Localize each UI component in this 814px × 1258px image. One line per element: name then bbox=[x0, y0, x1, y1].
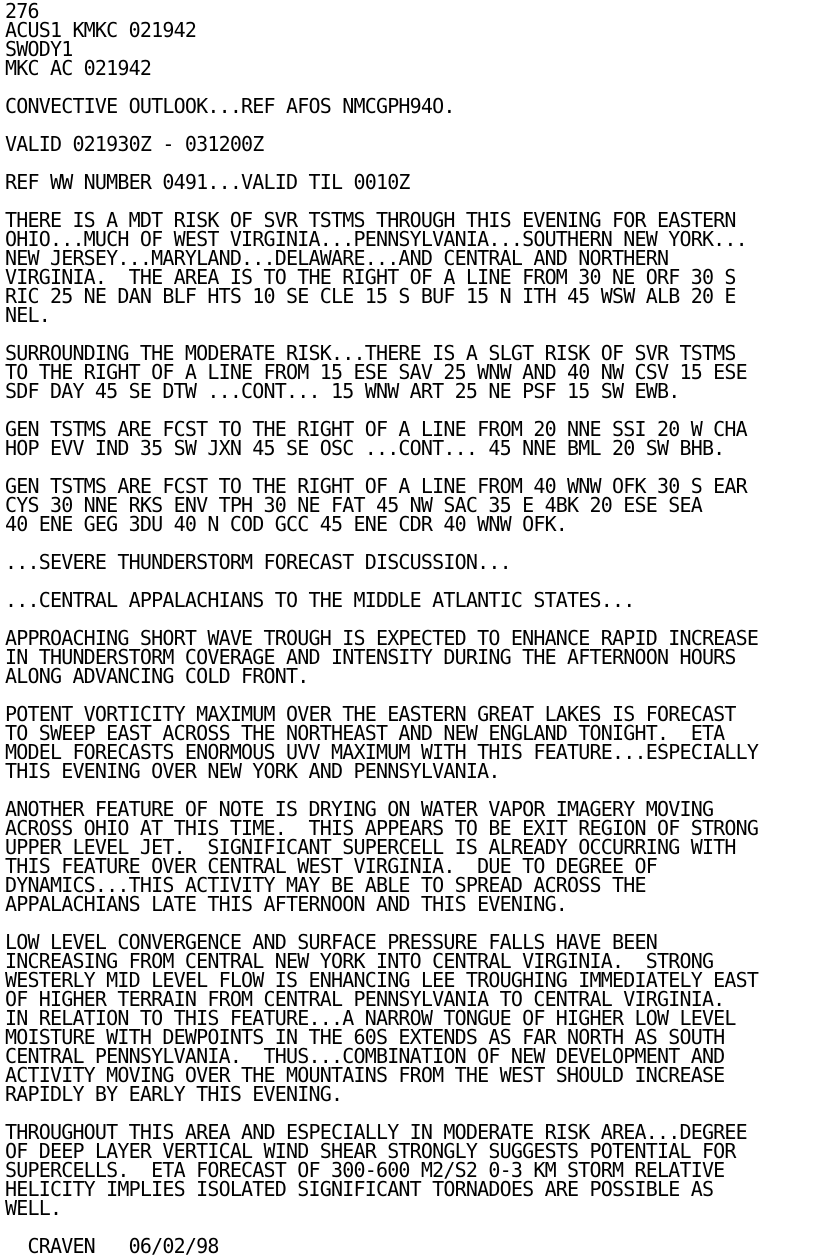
bulletin-line: HOP EVV IND 35 SW JXN 45 SE OSC ...CONT... 45 NNE BML 20 SW BHB. bbox=[5, 436, 725, 460]
bulletin-line: MOISTURE WITH DEWPOINTS IN THE 60S EXTENDS AS FAR NORTH AS SOUTH bbox=[5, 1025, 725, 1049]
bulletin-line: CYS 30 NNE RKS ENV TPH 30 NE FAT 45 NW SAC 35 E 4BK 20 ESE SEA bbox=[5, 493, 702, 517]
bulletin-line: VIRGINIA. THE AREA IS TO THE RIGHT OF A LINE FROM 30 NE ORF 30 S bbox=[5, 265, 736, 289]
bulletin-line: POTENT VORTICITY MAXIMUM OVER THE EASTERN GREAT LAKES IS FORECAST bbox=[5, 702, 736, 726]
bulletin-line: DYNAMICS...THIS ACTIVITY MAY BE ABLE TO SPREAD ACROSS THE bbox=[5, 873, 646, 897]
bulletin-line: ACTIVITY MOVING OVER THE MOUNTAINS FROM THE WEST SHOULD INCREASE bbox=[5, 1063, 725, 1087]
bulletin-line: TO THE RIGHT OF A LINE FROM 15 ESE SAV 25 WNW AND 40 NW CSV 15 ESE bbox=[5, 360, 747, 384]
bulletin-line: MKC AC 021942 bbox=[5, 56, 152, 80]
bulletin-line: 40 ENE GEG 3DU 40 N COD GCC 45 ENE CDR 40 WNW OFK. bbox=[5, 512, 568, 536]
bulletin-line: CONVECTIVE OUTLOOK...REF AFOS NMCGPH94O. bbox=[5, 94, 455, 118]
bulletin-line: ANOTHER FEATURE OF NOTE IS DRYING ON WATER VAPOR IMAGERY MOVING bbox=[5, 797, 714, 821]
bulletin-line: NEW JERSEY...MARYLAND...DELAWARE...AND CENTRAL AND NORTHERN bbox=[5, 246, 669, 270]
bulletin-line: THIS EVENING OVER NEW YORK AND PENNSYLVANIA. bbox=[5, 759, 500, 783]
bulletin-line: OHIO...MUCH OF WEST VIRGINIA...PENNSYLVANIA...SOUTHERN NEW YORK... bbox=[5, 227, 747, 251]
bulletin-line: GEN TSTMS ARE FCST TO THE RIGHT OF A LINE FROM 40 WNW OFK 30 S EAR bbox=[5, 474, 747, 498]
bulletin-line: APPROACHING SHORT WAVE TROUGH IS EXPECTED TO ENHANCE RAPID INCREASE bbox=[5, 626, 759, 650]
bulletin-line: RAPIDLY BY EARLY THIS EVENING. bbox=[5, 1082, 343, 1106]
bulletin-line: SURROUNDING THE MODERATE RISK...THERE IS A SLGT RISK OF SVR TSTMS bbox=[5, 341, 736, 365]
forecast-bulletin bbox=[5, 2, 758, 1256]
bulletin-line: RIC 25 NE DAN BLF HTS 10 SE CLE 15 S BUF 15 N ITH 45 WSW ALB 20 E bbox=[5, 284, 736, 308]
bulletin-line: UPPER LEVEL JET. SIGNIFICANT SUPERCELL IS ALREADY OCCURRING WITH bbox=[5, 835, 736, 859]
bulletin-line: SWODY1 bbox=[5, 37, 73, 61]
bulletin-line: INCREASING FROM CENTRAL NEW YORK INTO CENTRAL VIRGINIA. STRONG bbox=[5, 949, 714, 973]
bulletin-line: THIS FEATURE OVER CENTRAL WEST VIRGINIA. DUE TO DEGREE OF bbox=[5, 854, 657, 878]
bulletin-line: ACUS1 KMKC 021942 bbox=[5, 18, 197, 42]
bulletin-line: 276 bbox=[5, 0, 39, 23]
bulletin-line: IN RELATION TO THIS FEATURE...A NARROW TONGUE OF HIGHER LOW LEVEL bbox=[5, 1006, 736, 1030]
bulletin-line: ...SEVERE THUNDERSTORM FORECAST DISCUSSION... bbox=[5, 550, 511, 574]
bulletin-line: REF WW NUMBER 0491...VALID TIL 0010Z bbox=[5, 170, 410, 194]
bulletin-line: LOW LEVEL CONVERGENCE AND SURFACE PRESSURE FALLS HAVE BEEN bbox=[5, 930, 657, 954]
bulletin-line: THROUGHOUT THIS AREA AND ESPECIALLY IN MODERATE RISK AREA...DEGREE bbox=[5, 1120, 747, 1144]
bulletin-line: THERE IS A MDT RISK OF SVR TSTMS THROUGH THIS EVENING FOR EASTERN bbox=[5, 208, 736, 232]
bulletin-line: WESTERLY MID LEVEL FLOW IS ENHANCING LEE TROUGHING IMMEDIATELY EAST bbox=[5, 968, 759, 992]
bulletin-line: HELICITY IMPLIES ISOLATED SIGNIFICANT TORNADOES ARE POSSIBLE AS bbox=[5, 1177, 714, 1201]
bulletin-line: APPALACHIANS LATE THIS AFTERNOON AND THIS EVENING. bbox=[5, 892, 568, 916]
bulletin-line: OF HIGHER TERRAIN FROM CENTRAL PENNSYLVANIA TO CENTRAL VIRGINIA. bbox=[5, 987, 725, 1011]
bulletin-line: SUPERCELLS. ETA FORECAST OF 300-600 M2/S2 0-3 KM STORM RELATIVE bbox=[5, 1158, 725, 1182]
bulletin-line: OF DEEP LAYER VERTICAL WIND SHEAR STRONGLY SUGGESTS POTENTIAL FOR bbox=[5, 1139, 736, 1163]
bulletin-line: IN THUNDERSTORM COVERAGE AND INTENSITY DURING THE AFTERNOON HOURS bbox=[5, 645, 736, 669]
bulletin-line: MODEL FORECASTS ENORMOUS UVV MAXIMUM WITH THIS FEATURE...ESPECIALLY bbox=[5, 740, 759, 764]
bulletin-line: ...CENTRAL APPALACHIANS TO THE MIDDLE ATLANTIC STATES... bbox=[5, 588, 635, 612]
bulletin-line: NEL. bbox=[5, 303, 50, 327]
bulletin-line: CRAVEN 06/02/98 bbox=[5, 1234, 219, 1258]
bulletin-line: VALID 021930Z - 031200Z bbox=[5, 132, 264, 156]
bulletin-line: ACROSS OHIO AT THIS TIME. THIS APPEARS TO BE EXIT REGION OF STRONG bbox=[5, 816, 759, 840]
bulletin-line: CENTRAL PENNSYLVANIA. THUS...COMBINATION OF NEW DEVELOPMENT AND bbox=[5, 1044, 725, 1068]
bulletin-line: GEN TSTMS ARE FCST TO THE RIGHT OF A LINE FROM 20 NNE SSI 20 W CHA bbox=[5, 417, 747, 441]
bulletin-line: ALONG ADVANCING COLD FRONT. bbox=[5, 664, 309, 688]
bulletin-line: SDF DAY 45 SE DTW ...CONT... 15 WNW ART 25 NE PSF 15 SW EWB. bbox=[5, 379, 680, 403]
bulletin-line: WELL. bbox=[5, 1196, 62, 1220]
bulletin-line: TO SWEEP EAST ACROSS THE NORTHEAST AND NEW ENGLAND TONIGHT. ETA bbox=[5, 721, 725, 745]
